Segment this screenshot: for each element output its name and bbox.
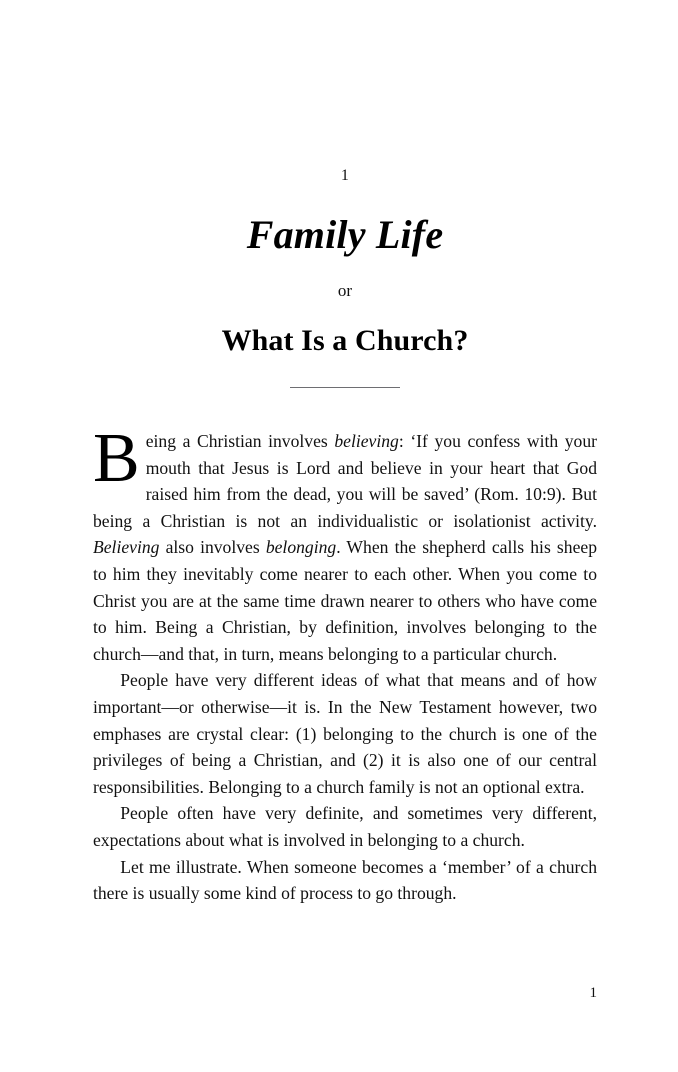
emphasis-text: Believing: [93, 537, 160, 558]
title-divider-rule: [290, 387, 400, 388]
body-text-block: [93, 420, 597, 907]
body-paragraph: Being a Christian involves believing: ‘If you confess with your mouth that Jesus is Lord and believe in your heart that God raised him from the dead, you will be saved’ (Rom. 10:9). But being a Christian is not an individualistic or isolationist activity. Believing also involves belonging. When the shepherd calls his sheep to him they inevitably come nearer to each other. When you come to Christ you are at the same time drawn nearer to others who have come to him. Being a Christian, by definition, involves belonging to the church—and that, in turn, means belonging to a particular church.: [93, 420, 597, 664]
body-paragraph: People often have very definite, and sometimes very different, expectations about what is involved in belonging to a church.: [93, 803, 597, 850]
chapter-title-connector: or: [337, 281, 353, 300]
emphasis-text: belonging: [265, 537, 337, 558]
emphasis-text: believing: [334, 431, 399, 451]
chapter-number: 1: [340, 167, 350, 184]
chapter-opener: [93, 168, 597, 388]
chapter-subtitle: What Is a Church?: [221, 323, 469, 357]
page-number-folio: 1: [589, 985, 597, 1001]
body-paragraph: People have very different ideas of what that means and of how important—or otherwise—it is. In the New Testament however, two emphases are crystal clear: (1) belonging to the church is one of the privileges of being a Christian, and (2) it is also one of our central responsibilities. Belonging to a church family is not an optional extra.: [93, 670, 597, 797]
body-paragraph: Let me illustrate. When someone becomes a ‘member’ of a church there is usually some kind of process to go through.: [93, 856, 597, 904]
chapter-title: Family Life: [246, 212, 444, 257]
